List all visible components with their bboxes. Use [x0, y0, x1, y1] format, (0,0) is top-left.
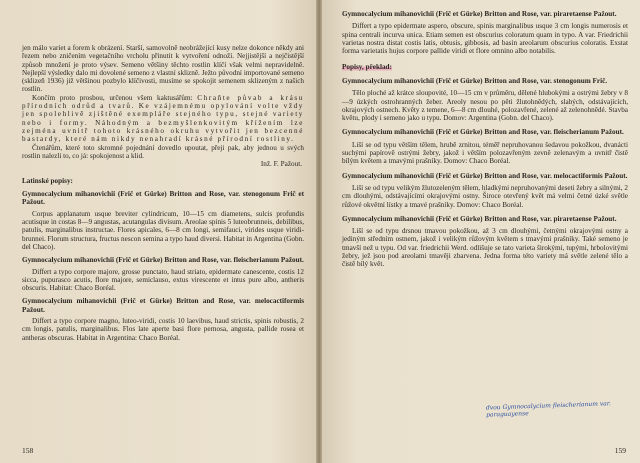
entry-title: Gymnocalycium mihanovichii (Frič et Gürke) Britton and Rose, var. melocactiformis Pažout. — [22, 297, 304, 314]
handwritten-annotation: dvou Gymnocalycium fleischerianum var. paraguayense — [485, 400, 612, 419]
entry-title: Gymnocalycium mihanovichii (Frič et Gürke) Britton and Rose, var. stenogonum Frič. — [342, 76, 608, 85]
entry-text: Tělo ploché až krátce sloupovité, 10—15 cm v průměru, dělené hlubokými a ostrými žebry v 8—9 úzkých ostrohranných žeber. Areoly nesou po pěti žlutohnědých, slabých, odstávajících, okrajových ostnech. Květy z temene, 6—8 cm dlouhé, polozavřené, zelené až zelenohnědé. Stavba květu, plody i semeno jako u typu. Domov: Argentina (Gobn. del Chaco). — [342, 89, 628, 123]
entry-text: Differt a typo epidermate aspero, obscure, spinis marginalibus usque 3 cm longis numerosis et spina centrali incurva unica. Etiam semen est obscurius coloratum quam in typo. A var. Friedrichii varietas nostra distat costis latis, obtusis, gibbosis, ad basin areolarum obscurius coloratis. Exstat forma varietatis hujus corpore pallide viridi et flore omnino albo notabilis. — [342, 22, 628, 56]
entry-title: Gymnocalycium mihanovichii (Frič et Gürke) Britton and Rose, var. piraretaense Pažout. — [342, 214, 617, 223]
intro-paragraph: jen málo variet a forem k obrázení. Starší, samovolně neobrážející kusy nelze dokonce někdy ani řezem nebo zničením vegetačního vrcholu přinutit k vytvoření odnoží. Nejjistější a nejčistější způsob množení je proto výsev. Semeno většiny těchto rostlin klíčí však velmi nepravidelně. Nejlepší výsledky dalo mi dovolené semeno z vlastní sklizně. Ježto původní importované semeno (sklizeň 1936) již většinou pozbylo klíčivosti, musíme se spokojit semenem sklizeným z našich rostlin. — [22, 44, 304, 94]
entry-title: Gymnocalycium mihanovichii (Frič et Gürke) Britton and Rose, var. piraretaense Pažout. — [342, 10, 617, 18]
latin-entry-piraretaense — [342, 10, 628, 55]
cz-entry-piraretaense — [342, 215, 628, 269]
entry-title: Gymnocalycium mihanovichii (Frič et Gürke) Britton and Rose, var. fleischerianum Pažout. — [342, 128, 624, 137]
closing-paragraph: Čtenářům, které toto skromné pojednání dovedlo upoutat, přeji pak, aby jednou u svých rostlin nalezli to, co já: spokojenost a klid. — [22, 143, 304, 160]
entry-title: Gymnocalycium mihanovichii (Frič et Gürke) Britton and Rose, var. stenogonum Frič et Pažout. — [22, 190, 304, 207]
left-page — [0, 0, 318, 463]
entry-text: Differt a typo corpore magno, luteo-viridi, costis 10 laevibus, haud strictis, spinis robustis, 2 cm longis, patulis, marginalibus. Flos late aperte basi flore pernosa, angusta, pallide rosea et antheras obscuras. Habitat in Argentina: Chaco Boréal. — [22, 317, 304, 342]
latin-section-heading: Latinské popisy: — [22, 176, 73, 185]
author-signature: Inž. F. Pažout. — [260, 160, 302, 169]
entry-text: Differt a typo corpore majore, grosse punctato, haud striato, epidermate canescente, costis 12 sicca, pupurasco acutis, flore majore, semiclauso, extus virescente et intus pure albo, antheris obscuris. Habitat: Chaco Boréal. — [22, 267, 304, 293]
entry-text: Liší se od typu velikým žlutozeleným tělem, hladkými nepruhovanými deseti žebry a silnými, 2 cm dlouhými, odstávajícími okrajovými ostny. Široce otevřený květ má velmi četné úzké světle růžové okvětní lístky a tmavé prašníky. Domov: Chaco Boréal. — [342, 183, 628, 209]
latin-entry-stenogonum — [22, 190, 304, 251]
entry-text: Liší se od typu větším tělem, hrubě zrnitou, téměř nepruhovanou šedavou pokožkou, dvanácti suchými papírově ostrými žebry, jakož i větším polozavřeným zevně zelenavým a uvnitř čistě bílým květem a tmavými prašníky. Domov: Chaco Boréal. — [342, 140, 628, 166]
latin-entry-fleischerianum — [22, 256, 304, 292]
latin-entry-melocactiformis — [22, 297, 304, 341]
book-gutter — [316, 0, 322, 463]
entry-text: Corpus applanatum usque breviter cylindricum, 10—15 cm diametens, sulcis profundis acutisque in costas 8—9 angustas, acutangulas divisum. Areolae spinis 5 luteobrunneis, debilibus, patulis, marginalibus instructae. Flores apicales, 6—8 cm longi, semifauci, virides usque viridi-brunnei. Florum structura, fructus nescon semina a typo haud diversi. Habitat in Argentina (Gobn. del Chaco). — [22, 209, 304, 251]
cz-entry-melocactiformis — [342, 172, 628, 209]
entry-text: Liší se od typu drsnou tmavou pokožkou, až 3 cm dlouhými, četnými okrajovými ostny a jediným středním ostnem, jakož i velikým růžovým květem s tmavými prašníky. Také semeno je tmavší než u typu. Od var. friedrichii Werd. odlišuje se tato varieta širokými, tupými, hrbolovitými žebry, jež jsou pod areolami tmavěji zbarvena. Jedna forma této variety má světle zelené tělo a čistě bílý květ. — [342, 227, 628, 269]
page-number-right: 159 — [614, 446, 626, 455]
translation-section-heading: Popisy, překlad: — [342, 63, 392, 72]
plea-spaced-text: Chraňte půvab a krásu přírodních odrůd a tvarů. Ke vzájemnému opylování volte vždy jen spolehlivě zjištěné exempláře stejného typu, stejné variety nebo i formy. Náhodným a bezmyšlenkovitým křížením lze zejména uvnitř tohoto krásného okruhu vytvořit jen bezcenné bastardy, které nám nikdy nenahradí krásné přírodní rostliny. — [22, 93, 304, 144]
cz-entry-stenogonum — [342, 77, 628, 122]
cz-entry-fleischerianum — [342, 128, 628, 165]
plea-intro: Končím proto prosbou, určenou všem kaktusářům: — [32, 93, 198, 102]
right-page — [318, 0, 640, 463]
entry-title: Gymnocalycium mihanovichii (Frič et Gürke) Britton and Rose, var. fleischerianum Pažout. — [22, 256, 304, 265]
entry-title: Gymnocalycium mihanovichii (Frič et Gürke) Britton and Rose, var. melocactiformis Pažout. — [342, 171, 628, 180]
page-number-left: 158 — [22, 446, 34, 455]
plea-paragraph — [22, 94, 304, 144]
